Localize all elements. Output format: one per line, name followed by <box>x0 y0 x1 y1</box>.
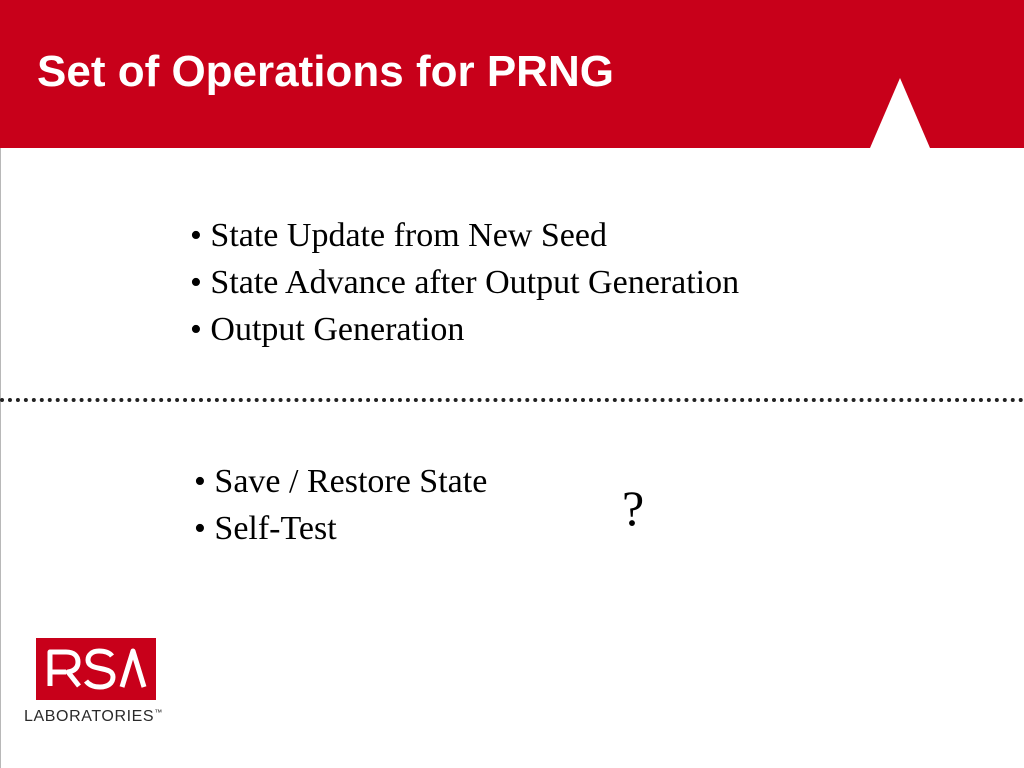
logo-subtitle <box>24 708 163 726</box>
rsa-wordmark-icon <box>36 638 156 700</box>
rsa-laboratories-logo <box>22 638 182 733</box>
dotted-divider <box>0 398 1024 402</box>
bullet-output-generation: • Output Generation <box>190 311 465 348</box>
question-mark: ? <box>622 480 645 536</box>
bullet-state-advance: • State Advance after Output Generation <box>190 264 740 301</box>
left-border-line <box>0 148 1 768</box>
logo-subtitle-text: LABORATORIES <box>24 708 155 725</box>
bottom-bullet-list <box>194 458 487 552</box>
bullet-save-restore: • Save / Restore State <box>194 463 488 500</box>
bullet-self-test: • Self-Test <box>194 510 337 547</box>
bullet-state-update: • State Update from New Seed <box>190 217 607 254</box>
rsa-logo-box <box>36 638 156 700</box>
top-bullet-list <box>190 212 739 353</box>
header-triangle-shape <box>870 78 930 148</box>
trademark-symbol: ™ <box>154 708 163 717</box>
slide-title: Set of Operations for PRNG <box>37 47 614 96</box>
